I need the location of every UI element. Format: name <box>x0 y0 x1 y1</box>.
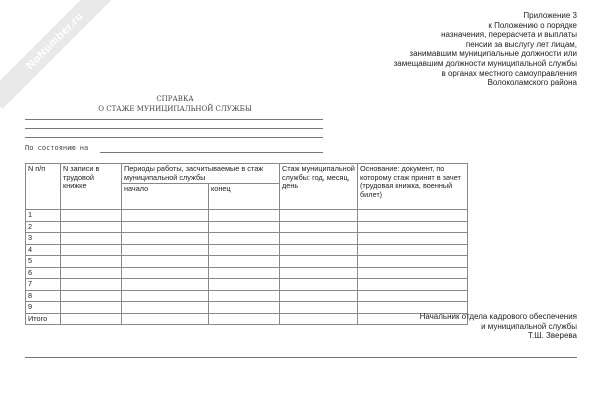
title: СПРАВКА <box>156 95 194 103</box>
row-label: 4 <box>26 244 61 256</box>
table-row <box>26 267 468 279</box>
header-periods: Периоды работы, засчитываемые в стаж муниципальной службы <box>122 164 280 184</box>
header-end: конец <box>209 184 280 210</box>
table-cell <box>61 279 122 291</box>
table-cell <box>61 290 122 302</box>
table-row <box>26 302 468 314</box>
footer-line: Т.Ш. Зверева <box>528 331 577 341</box>
header-num: N п/п <box>26 164 61 210</box>
table-cell <box>280 267 358 279</box>
header-line: Приложение 3 <box>523 11 577 20</box>
table-cell <box>122 244 209 256</box>
table-cell <box>358 221 468 233</box>
table-cell <box>280 279 358 291</box>
footer-line: и муниципальной службы <box>481 321 577 331</box>
table-cell <box>280 290 358 302</box>
table-cell <box>280 302 358 314</box>
table-row <box>26 221 468 233</box>
row-label: 6 <box>26 267 61 279</box>
table-cell <box>280 256 358 268</box>
table-cell <box>209 221 280 233</box>
table-cell <box>358 290 468 302</box>
header-line: занимавшим муниципальные должности или <box>409 49 577 59</box>
table-cell <box>280 313 358 325</box>
table-cell <box>61 221 122 233</box>
table-cell <box>61 302 122 314</box>
table-cell <box>61 313 122 325</box>
table-cell <box>209 210 280 222</box>
table-cell <box>280 233 358 245</box>
table-row <box>26 233 468 245</box>
header-line: к Положению о порядке <box>488 20 577 30</box>
service-table <box>25 163 468 325</box>
header-record: N записи в трудовой книжке <box>61 164 122 210</box>
row-label: 8 <box>26 290 61 302</box>
table-row <box>26 244 468 256</box>
table-row <box>26 313 468 325</box>
table-cell <box>122 210 209 222</box>
row-label: 3 <box>26 233 61 245</box>
table-row <box>26 290 468 302</box>
header-line: замещавшим должности муниципальной службы <box>393 58 577 68</box>
fill-line <box>25 137 323 138</box>
table-cell <box>209 279 280 291</box>
table-cell <box>122 279 209 291</box>
table-cell <box>122 290 209 302</box>
table-cell <box>61 210 122 222</box>
table-cell <box>122 313 209 325</box>
table-cell <box>280 221 358 233</box>
table-cell <box>209 290 280 302</box>
row-label: 9 <box>26 302 61 314</box>
table-cell <box>122 233 209 245</box>
table-cell <box>358 244 468 256</box>
appendix-header <box>394 11 577 88</box>
header-line: Волоколамского района <box>487 78 577 88</box>
table-cell <box>209 256 280 268</box>
table-cell <box>280 244 358 256</box>
footer-line: Начальник отдела кадрового обеспечения <box>419 312 577 321</box>
table-cell <box>280 210 358 222</box>
fill-line <box>25 119 323 120</box>
table-cell <box>358 210 468 222</box>
document-title <box>25 94 325 114</box>
as-of-date-line <box>100 152 323 153</box>
header-start: начало <box>122 184 209 210</box>
table-cell <box>122 267 209 279</box>
header-basis: Основание: документ, по которому стаж принят в зачет (трудовая книжка, военный билет) <box>358 164 468 210</box>
table-row <box>26 210 468 222</box>
header-line: назначения, перерасчета и выплаты <box>441 30 577 40</box>
table-row <box>26 279 468 291</box>
row-label: 7 <box>26 279 61 291</box>
fill-line <box>25 128 323 129</box>
row-label: 1 <box>26 210 61 222</box>
as-of-label: По состоянию на <box>25 144 89 152</box>
table-cell <box>209 302 280 314</box>
table-cell <box>358 256 468 268</box>
subtitle: О СТАЖЕ МУНИЦИПАЛЬНОЙ СЛУЖБЫ <box>98 105 252 113</box>
table-cell <box>358 279 468 291</box>
table-cell <box>122 302 209 314</box>
row-label: 5 <box>26 256 61 268</box>
table-cell <box>61 267 122 279</box>
table-cell <box>61 256 122 268</box>
row-label: Итого <box>26 313 61 325</box>
header-tenure: Стаж муниципальной службы: год, месяц, день <box>280 164 358 210</box>
table-cell <box>122 256 209 268</box>
table-cell <box>209 244 280 256</box>
table-cell <box>122 221 209 233</box>
watermark: NoNumber.ru <box>0 0 123 109</box>
table-cell <box>358 267 468 279</box>
table-cell <box>61 244 122 256</box>
bottom-rule <box>25 357 577 358</box>
row-label: 2 <box>26 221 61 233</box>
table-cell <box>358 233 468 245</box>
table-cell <box>209 313 280 325</box>
table-cell <box>209 233 280 245</box>
table-cell <box>61 233 122 245</box>
signature-block <box>420 312 577 341</box>
header-line: пенсии за выслугу лет лицам, <box>465 39 577 49</box>
table-cell <box>209 267 280 279</box>
table-row <box>26 256 468 268</box>
header-line: в органах местного самоуправления <box>441 68 577 78</box>
